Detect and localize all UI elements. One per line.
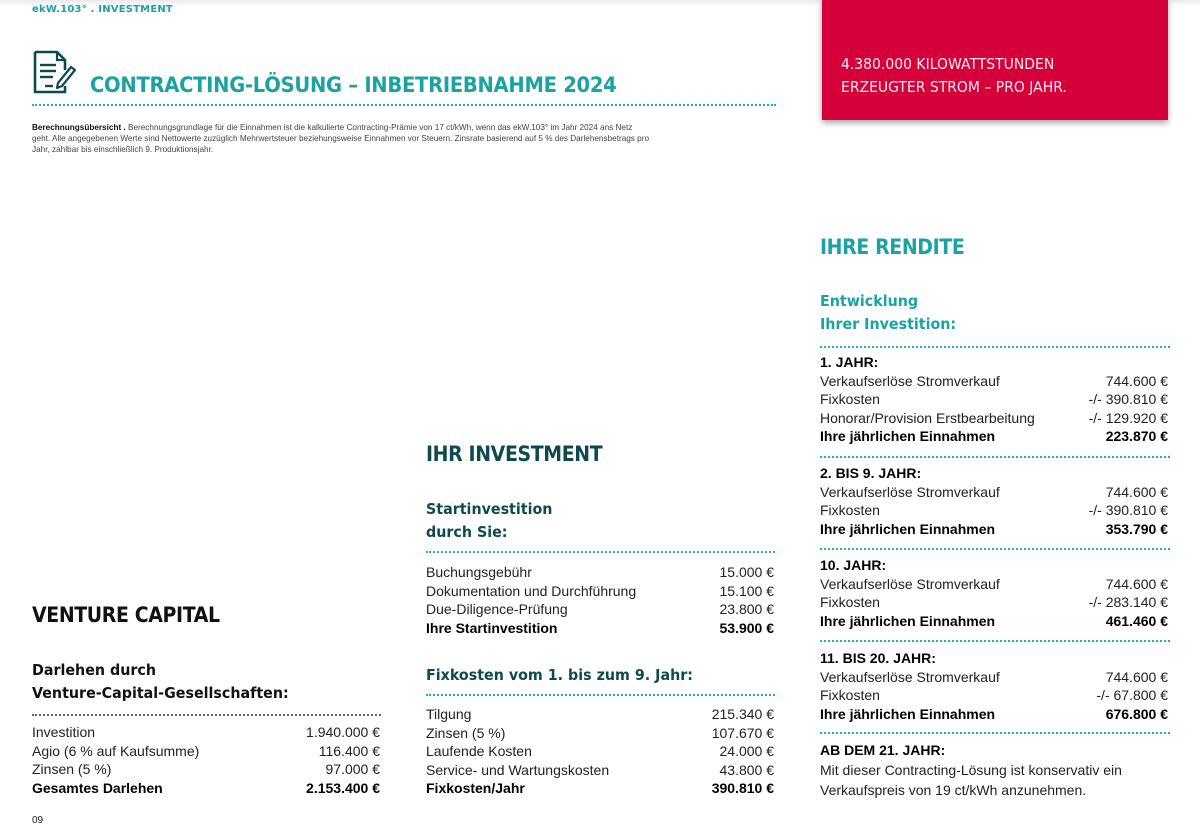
- row-label: Verkaufserlöse Stromverkauf: [820, 483, 1000, 500]
- table-row: [820, 593, 1168, 612]
- table-row: [426, 582, 774, 601]
- highlight-line-2: ERZEUGTER STROM – PRO JAHR.: [841, 78, 1067, 96]
- total-label: Gesamtes Darlehen: [32, 779, 163, 796]
- rendite-subtitle: [820, 290, 956, 336]
- row-label: Fixkosten: [820, 502, 880, 519]
- rendite-subtitle-line-2: Ihrer Investition:: [820, 315, 957, 333]
- total-label: Ihre jährlichen Einnahmen: [820, 612, 996, 629]
- row-label: Agio (6 % auf Kaufsumme): [32, 742, 200, 759]
- period-heading: 2. BIS 9. JAHR:: [820, 465, 922, 481]
- fixed-costs-subtitle: Fixkosten vom 1. bis zum 9. Jahr:: [426, 666, 693, 684]
- row-label: Service- und Wartungskosten: [426, 761, 610, 778]
- table-row: [820, 686, 1168, 705]
- total-row: [820, 705, 1168, 724]
- total-label: Ihre jährlichen Einnahmen: [820, 705, 996, 722]
- venture-capital-subtitle: [32, 659, 289, 705]
- table-row: [820, 372, 1168, 391]
- row-value: 744.600 €: [1105, 668, 1168, 685]
- start-investment-subtitle: [426, 498, 552, 544]
- total-row: [820, 520, 1168, 539]
- row-value: 107.670 €: [711, 724, 774, 741]
- period-heading: AB DEM 21. JAHR:: [820, 742, 946, 758]
- table-row: [32, 760, 380, 779]
- final-note-line-2: Verkaufspreis von 19 ct/kWh anzunehmen.: [820, 781, 1087, 798]
- venture-capital-subtitle-line-1: Darlehen durch: [32, 661, 156, 679]
- row-value: 15.000 €: [719, 564, 774, 580]
- total-label: Ihre jährlichen Einnahmen: [820, 428, 996, 445]
- period-divider: [820, 732, 1170, 734]
- start-investment-subtitle-line-2: durch Sie:: [426, 523, 508, 541]
- row-label: Due-Diligence-Prüfung: [426, 601, 568, 618]
- table-row: [820, 390, 1168, 409]
- period-divider: [820, 548, 1170, 550]
- row-value: 1.940.000 €: [306, 724, 380, 740]
- total-row: [426, 619, 774, 638]
- row-label: Verkaufserlöse Stromverkauf: [820, 575, 1000, 592]
- venture-capital-heading: VENTURE CAPITAL: [32, 603, 220, 627]
- row-value: -/- 390.810 €: [1088, 502, 1168, 519]
- period-heading: 1. JAHR:: [820, 354, 879, 370]
- row-value: -/- 129.920 €: [1088, 409, 1168, 426]
- row-value: 23.800 €: [719, 601, 774, 618]
- venture-capital-table: [32, 723, 380, 797]
- period-divider: [820, 456, 1170, 458]
- total-row: [820, 612, 1168, 631]
- fixed-costs-divider: [426, 694, 775, 696]
- table-row: [426, 705, 774, 724]
- row-value: 43.800 €: [719, 761, 774, 778]
- row-label: Fixkosten: [820, 594, 880, 611]
- start-investment-divider: [426, 551, 775, 553]
- total-value: 676.800 €: [1105, 705, 1168, 722]
- intro-label: Berechnungsübersicht .: [32, 123, 126, 132]
- row-label: Honorar/Provision Erstbearbeitung: [820, 409, 1035, 426]
- row-label: Buchungsgebühr: [426, 564, 532, 580]
- row-label: Dokumentation und Durchführung: [426, 582, 637, 599]
- period-4-table: [820, 649, 1168, 723]
- venture-capital-subtitle-line-2: Venture-Capital-Gesellschaften:: [32, 684, 289, 702]
- total-row: [32, 779, 380, 798]
- period-2-table: [820, 464, 1168, 538]
- total-value: 2.153.400 €: [306, 779, 380, 796]
- page-number: 09: [32, 815, 44, 826]
- final-period: [820, 741, 1168, 800]
- total-value: 223.870 €: [1105, 428, 1168, 445]
- period-divider: [820, 640, 1170, 642]
- row-label: Verkaufserlöse Stromverkauf: [820, 372, 1000, 389]
- start-investment-subtitle-line-1: Startinvestition: [426, 500, 553, 518]
- highlight-box: [822, 0, 1168, 120]
- highlight-line-1: 4.380.000 KILOWATTSTUNDEN: [841, 55, 1055, 73]
- rendite-subtitle-line-1: Entwicklung: [820, 292, 919, 310]
- row-value: 744.600 €: [1105, 372, 1168, 389]
- row-label: Laufende Kosten: [426, 743, 532, 760]
- running-head: ekW.103° . INVESTMENT: [32, 4, 173, 15]
- intro-text: Berechnungsgrundlage für die Einnahmen ist die kalkulierte Contracting-Prämie von 17 ct/kWh, wenn das ekW.103° im Jahr 2024 ans Netz geht. Alle angegebenen Werte sind Nettowerte zuzüglich Mehrwertsteuer beziehungsweise Einnahmen vor Steuern. Zinsrate basierend auf 5 % des Darlehensbetrags pro Jahr, zahlbar bis einschließlich 9. Produktionsjahr.: [32, 123, 649, 154]
- total-value: 53.900 €: [719, 619, 774, 636]
- total-value: 461.460 €: [1105, 612, 1168, 629]
- page-title: CONTRACTING-LÖSUNG – INBETRIEBNAHME 2024: [90, 73, 617, 97]
- table-row: [32, 723, 380, 742]
- table-row: [820, 668, 1168, 687]
- table-row: [426, 724, 774, 743]
- row-value: 744.600 €: [1105, 483, 1168, 500]
- total-row: [426, 779, 774, 798]
- row-value: 744.600 €: [1105, 575, 1168, 592]
- table-row: [426, 761, 774, 780]
- row-value: 97.000 €: [325, 761, 380, 778]
- total-value: 353.790 €: [1105, 520, 1168, 537]
- table-row: [32, 742, 380, 761]
- table-row: [820, 409, 1168, 428]
- row-label: Zinsen (5 %): [32, 761, 112, 778]
- total-value: 390.810 €: [711, 780, 774, 797]
- row-label: Fixkosten: [820, 687, 880, 704]
- table-row: [820, 575, 1168, 594]
- rendite-divider: [820, 346, 1170, 348]
- rendite-heading: IHRE RENDITE: [820, 235, 965, 259]
- table-row: [820, 501, 1168, 520]
- total-label: Fixkosten/Jahr: [426, 780, 525, 797]
- row-label: Tilgung: [426, 706, 472, 722]
- table-row: [426, 600, 774, 619]
- row-value: 215.340 €: [711, 706, 774, 722]
- title-divider: [32, 104, 776, 106]
- document-edit-icon: [31, 50, 77, 96]
- final-note-line-1: Mit dieser Contracting-Lösung ist konservativ ein: [820, 761, 1122, 778]
- row-value: 24.000 €: [719, 743, 774, 760]
- total-label: Ihre jährlichen Einnahmen: [820, 520, 996, 537]
- start-investment-table: [426, 563, 774, 637]
- period-1-table: [820, 353, 1168, 446]
- row-value: 15.100 €: [719, 582, 774, 599]
- total-row: [820, 427, 1168, 446]
- row-value: -/- 283.140 €: [1088, 594, 1168, 611]
- row-value: -/- 390.810 €: [1088, 391, 1168, 408]
- period-heading: 10. JAHR:: [820, 557, 887, 573]
- total-label: Ihre Startinvestition: [426, 619, 558, 636]
- table-row: [426, 563, 774, 582]
- row-label: Zinsen (5 %): [426, 724, 506, 741]
- row-label: Investition: [32, 724, 96, 740]
- period-3-table: [820, 556, 1168, 630]
- row-value: -/- 67.800 €: [1096, 687, 1168, 704]
- row-label: Fixkosten: [820, 391, 880, 408]
- investment-heading: IHR INVESTMENT: [426, 442, 603, 466]
- venture-capital-divider: [32, 714, 381, 716]
- table-row: [426, 742, 774, 761]
- table-row: [820, 483, 1168, 502]
- row-label: Verkaufserlöse Stromverkauf: [820, 668, 1000, 685]
- period-heading: 11. BIS 20. JAHR:: [820, 650, 936, 666]
- fixed-costs-table: [426, 705, 774, 798]
- intro-paragraph: [32, 122, 652, 155]
- row-value: 116.400 €: [318, 742, 380, 759]
